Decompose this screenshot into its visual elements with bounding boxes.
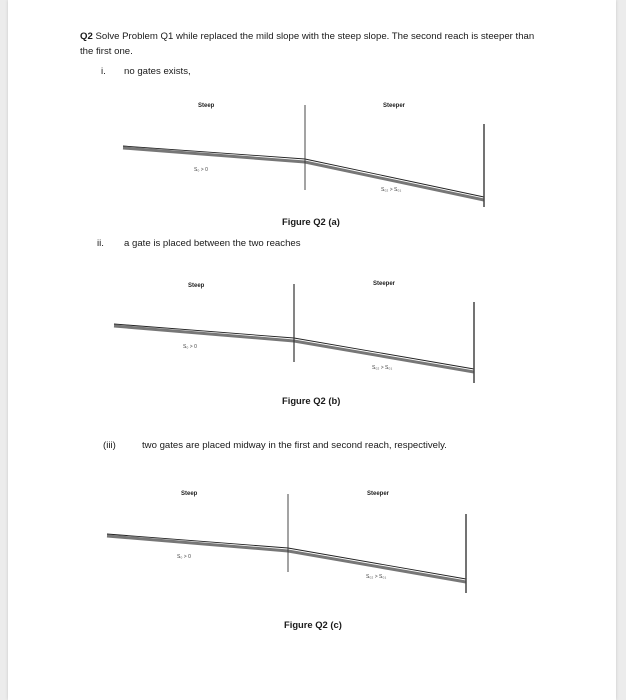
slope-label-2: S₀₂ > S₀₁ bbox=[366, 574, 387, 580]
reach-2-label: Steeper bbox=[373, 281, 396, 287]
question-body: Solve Problem Q1 while replaced the mild slope with the steep slope. The second reach is steeper than the first one. bbox=[80, 31, 535, 57]
figure-caption: Figure Q2 (b) bbox=[282, 395, 341, 406]
slope-label-1: S₀ > 0 bbox=[183, 344, 197, 350]
reach-2-label: Steeper bbox=[367, 491, 390, 497]
item-number: (iii) bbox=[103, 440, 116, 451]
slope-label-2: S₀₂ > S₀₁ bbox=[372, 365, 393, 371]
reach-1-label: Steep bbox=[198, 103, 215, 109]
slope-label-2: S₀₂ > S₀₁ bbox=[381, 187, 402, 193]
item-text: a gate is placed between the two reaches bbox=[124, 238, 301, 249]
bed-line-top bbox=[107, 534, 288, 548]
slope-label-1: S₀ > 0 bbox=[194, 167, 208, 173]
slope-label-1: S₀ > 0 bbox=[177, 554, 191, 560]
reach-1-label: Steep bbox=[181, 491, 198, 497]
reach-2-label: Steeper bbox=[383, 103, 406, 109]
figure-caption: Figure Q2 (a) bbox=[282, 216, 340, 227]
figure-caption: Figure Q2 (c) bbox=[284, 619, 342, 630]
item-text: no gates exists, bbox=[124, 66, 191, 77]
item-number: i. bbox=[101, 66, 106, 77]
reach-1-label: Steep bbox=[188, 283, 205, 289]
channel-bed-reach-1 bbox=[107, 536, 288, 551]
question-number: Q2 bbox=[80, 31, 93, 42]
item-number: ii. bbox=[97, 238, 104, 249]
item-text: two gates are placed midway in the first and second reach, respectively. bbox=[142, 440, 447, 451]
